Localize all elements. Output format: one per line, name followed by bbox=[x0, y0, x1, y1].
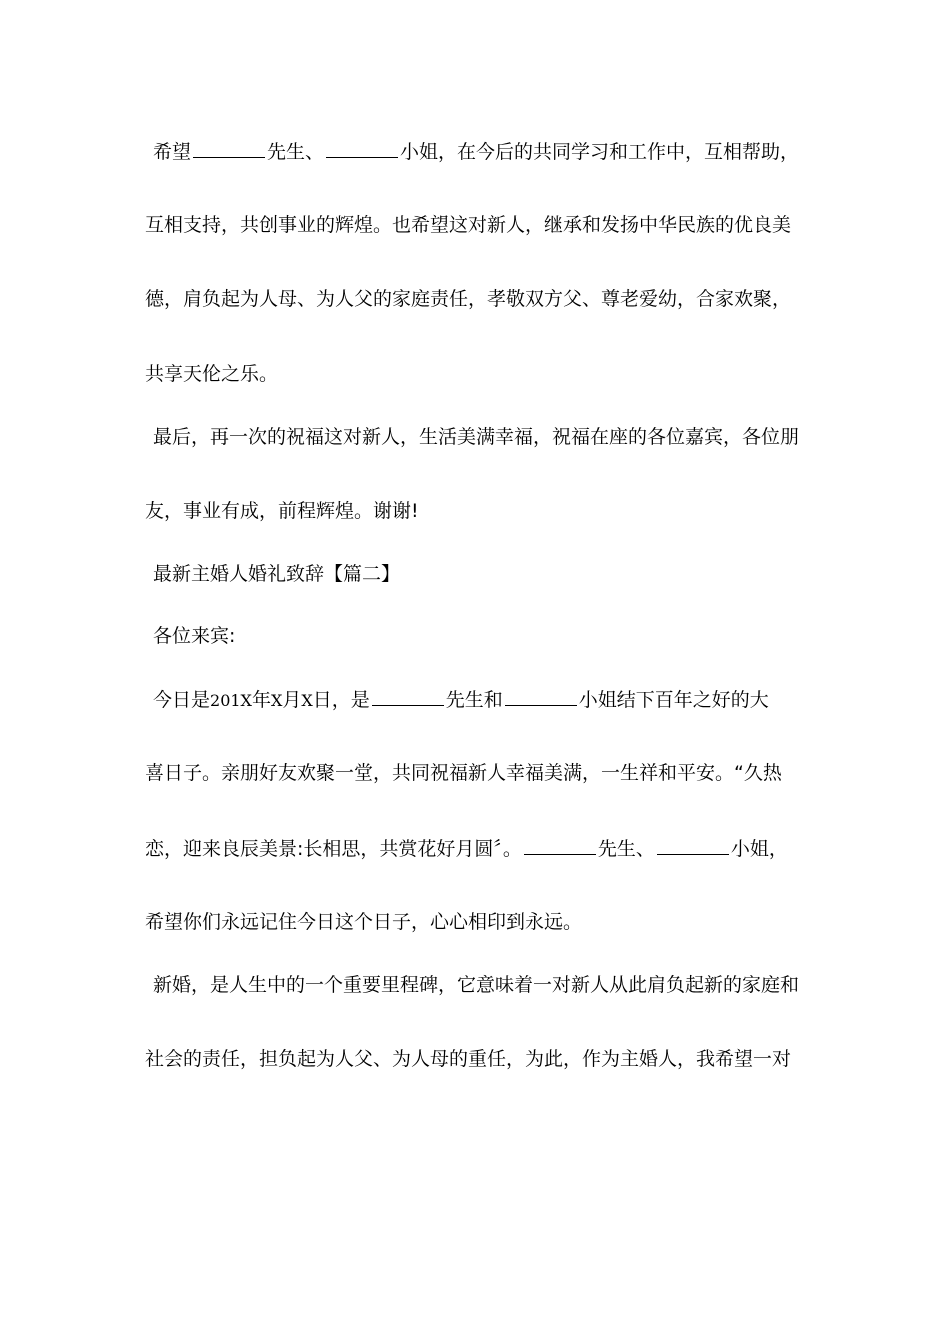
day-value: X bbox=[301, 691, 313, 710]
paragraph-4-line-1: 新婚，是人生中的一个重要里程碑，它意味着一对新人从此肩负起新的家庭和 bbox=[153, 974, 800, 996]
text: 小姐，在今后的共同学习和工作中，互相帮助， bbox=[400, 141, 800, 163]
name-blank bbox=[505, 687, 577, 706]
name-blank bbox=[193, 139, 265, 158]
paragraph-3-line-1 bbox=[153, 687, 818, 713]
paragraph-3-line-3 bbox=[145, 836, 810, 861]
name-blank bbox=[326, 139, 398, 158]
name-blank bbox=[524, 836, 596, 855]
paragraph-1-line-2: 互相支持，共创事业的辉煌。也希望这对新人，继承和发扬中华民族的优良美 bbox=[145, 214, 792, 236]
year-value: 201X bbox=[210, 691, 252, 710]
paragraph-2-line-2: 友，事业有成，前程辉煌。谢谢! bbox=[145, 500, 419, 522]
text: 先生、 bbox=[597, 838, 655, 860]
text: 先生和 bbox=[445, 689, 503, 711]
text: 今日是 bbox=[153, 689, 211, 711]
text: 小姐结下百年之好的大 bbox=[578, 689, 769, 711]
paragraph-2-line-1: 最后，再一次的祝福这对新人，生活美满幸福，祝福在座的各位嘉宾，各位朋 bbox=[153, 426, 800, 448]
paragraph-4-line-2: 社会的责任，担负起为人父、为人母的重任，为此，作为主婚人，我希望一对 bbox=[145, 1048, 792, 1070]
salutation: 各位来宾: bbox=[153, 625, 236, 647]
name-blank bbox=[372, 687, 444, 706]
section-heading: 最新主婚人婚礼致辞【篇二】 bbox=[153, 563, 401, 585]
paragraph-3-line-2: 喜日子。亲朋好友欢聚一堂，共同祝福新人幸福美满，一生祥和平安。“久热 bbox=[145, 762, 782, 784]
text: 月 bbox=[282, 689, 302, 711]
text: 希望 bbox=[153, 141, 192, 163]
text: 年 bbox=[251, 689, 271, 711]
month-value: X bbox=[270, 691, 283, 710]
text: 日，是 bbox=[312, 689, 370, 711]
text: 小姐， bbox=[730, 838, 788, 860]
name-blank bbox=[657, 836, 729, 855]
text: 先生、 bbox=[267, 141, 325, 163]
paragraph-1-line-3: 德，肩负起为人母、为人父的家庭责任，孝敬双方父、尊老爱幼，合家欢聚， bbox=[145, 288, 792, 310]
paragraph-1-line-4: 共享天伦之乐。 bbox=[145, 363, 279, 385]
text: 恋，迎来良辰美景:长相思，共赏花好月圆〞。 bbox=[145, 838, 522, 860]
paragraph-1-line-1 bbox=[153, 139, 818, 164]
paragraph-3-line-4: 希望你们永远记住今日这个日子，心心相印到永远。 bbox=[145, 911, 583, 933]
